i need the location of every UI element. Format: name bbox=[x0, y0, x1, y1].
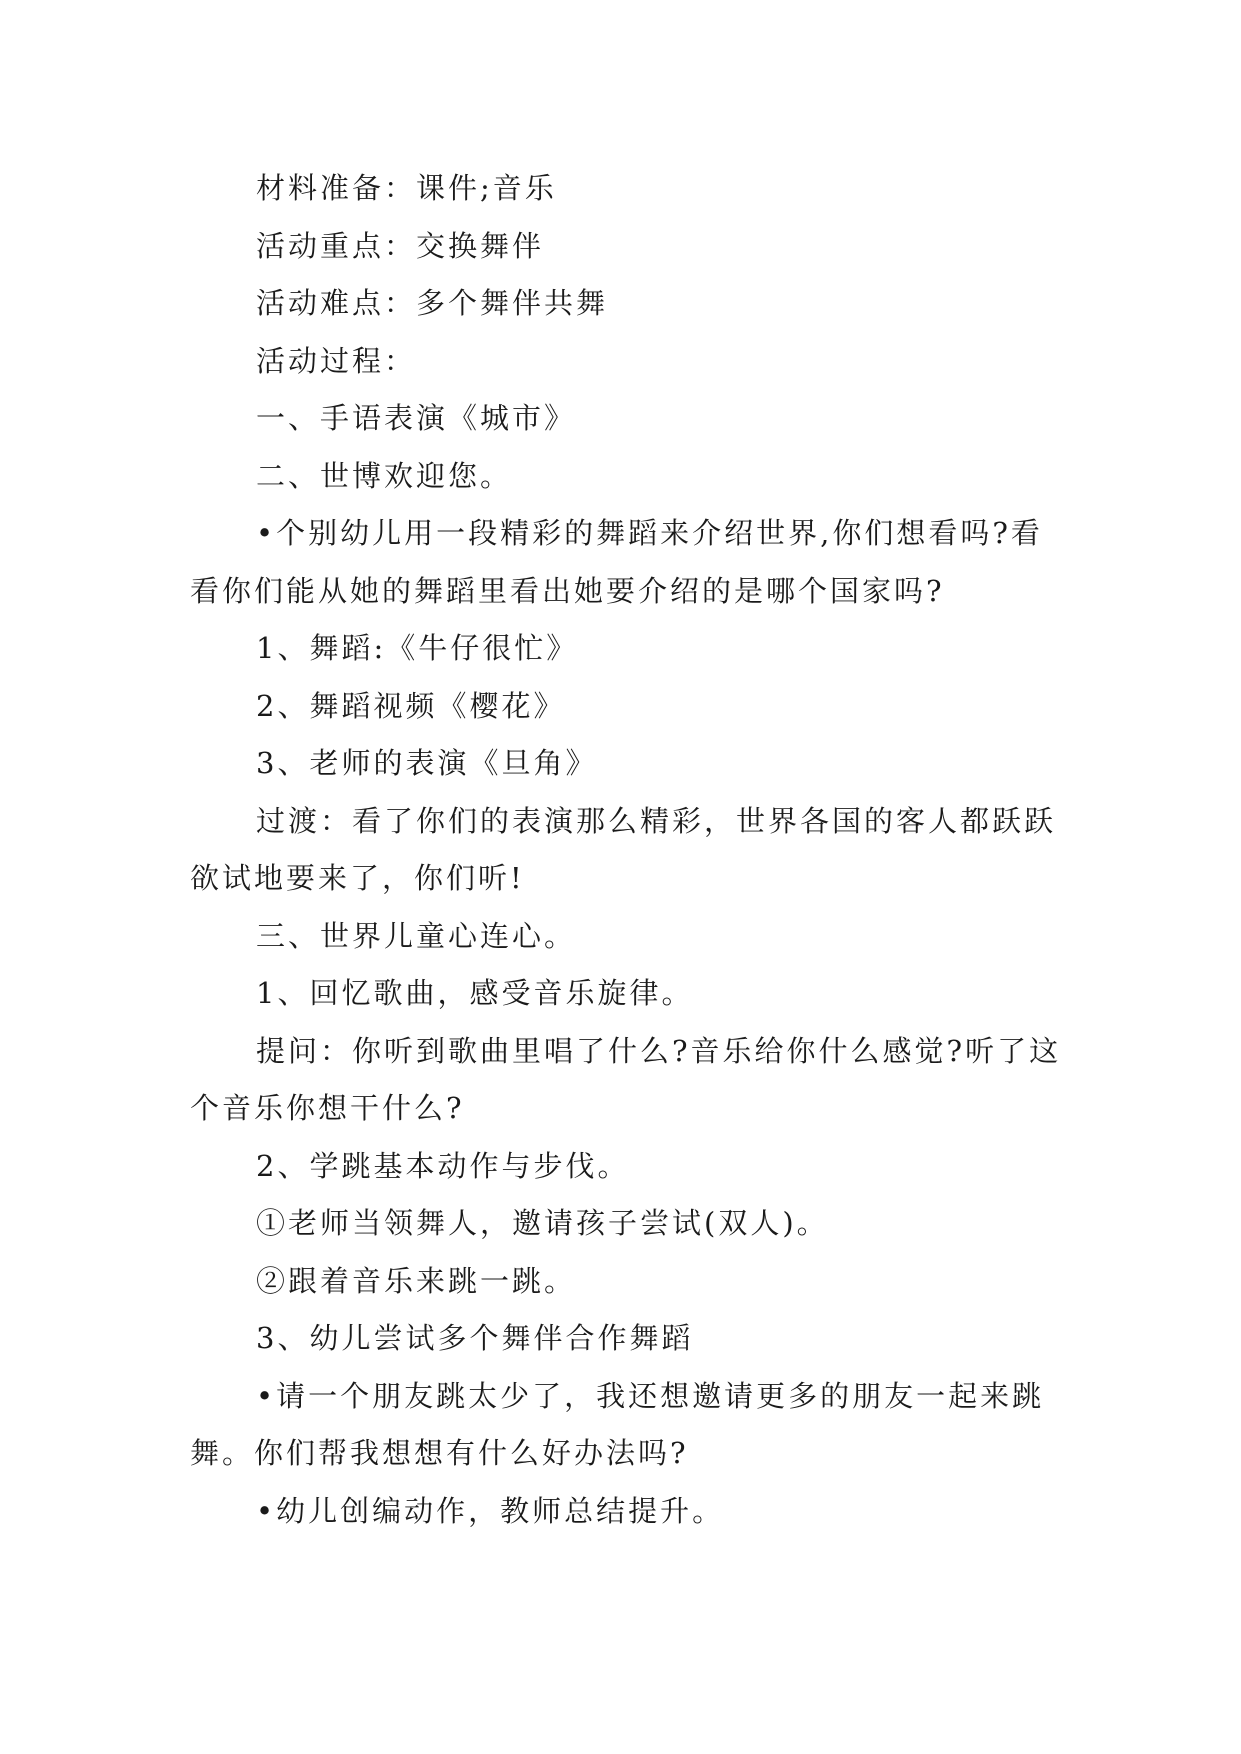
paragraph-difficulty: 活动难点：多个舞伴共舞 bbox=[256, 286, 609, 320]
paragraph-materials: 材料准备：课件;音乐 bbox=[256, 171, 557, 205]
paragraph-section-two: 二、世博欢迎您。 bbox=[256, 458, 513, 493]
paragraph-item-cowboy: 1、舞蹈:《牛仔很忙》 bbox=[256, 631, 579, 665]
paragraph-step-try: 3、幼儿尝试多个舞伴合作舞蹈 bbox=[256, 1321, 694, 1355]
paragraph-bullet-intro-dance: •个别幼儿用一段精彩的舞蹈来介绍世界,你们想看吗?看看你们能从她的舞蹈里看出她要介绍的是哪个国家吗? bbox=[190, 516, 1043, 608]
paragraph-bullet-invite: •请一个朋友跳太少了，我还想邀请更多的朋友一起来跳舞。你们帮我想想有什么好办法吗? bbox=[190, 1378, 1045, 1470]
paragraph-section-one: 一、手语表演《城市》 bbox=[256, 401, 577, 435]
paragraph-step-learn: 2、学跳基本动作与步伐。 bbox=[256, 1148, 630, 1183]
paragraph-substep-two: ②跟着音乐来跳一跳。 bbox=[256, 1263, 577, 1298]
paragraph-question: 提问：你听到歌曲里唱了什么?音乐给你什么感觉?听了这个音乐你想干什么? bbox=[190, 1033, 1062, 1125]
paragraph-bullet-create: •幼儿创编动作，教师总结提升。 bbox=[256, 1493, 725, 1528]
paragraph-item-sakura: 2、舞蹈视频《樱花》 bbox=[256, 688, 566, 723]
paragraph-substep-one: ①老师当领舞人，邀请孩子尝试(双人)。 bbox=[256, 1206, 829, 1240]
paragraph-key-point: 活动重点：交换舞伴 bbox=[256, 228, 545, 263]
document-body bbox=[190, 160, 1062, 1540]
paragraph-process-heading: 活动过程： bbox=[256, 343, 417, 378]
paragraph-transition: 过渡：看了你们的表演那么精彩，世界各国的客人都跃跃欲试地要来了，你们听! bbox=[190, 803, 1057, 895]
paragraph-item-opera: 3、老师的表演《旦角》 bbox=[256, 746, 598, 780]
paragraph-section-three: 三、世界儿童心连心。 bbox=[256, 918, 577, 953]
paragraph-step-recall: 1、回忆歌曲，感受音乐旋律。 bbox=[256, 976, 694, 1010]
